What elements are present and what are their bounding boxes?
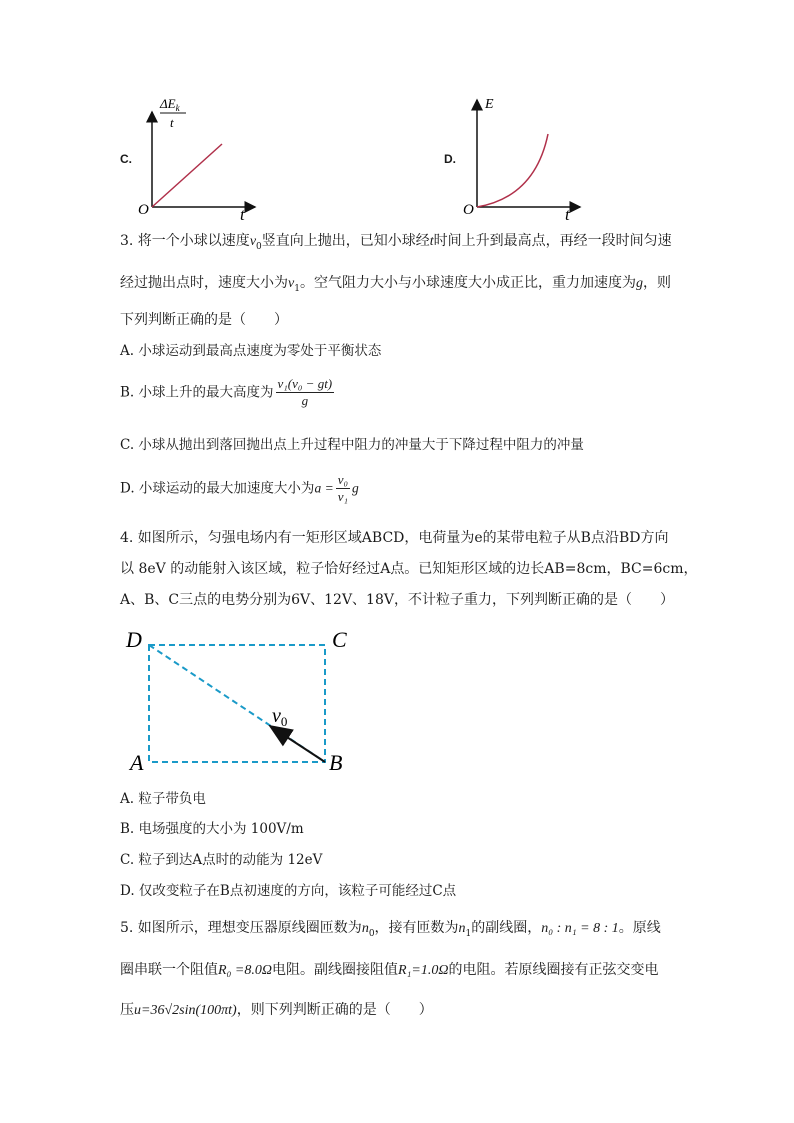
- corner-d: D: [126, 627, 142, 652]
- corner-b: B: [329, 750, 343, 775]
- q3-option-b: B. 小球上升的最大高度为 $\frac{\text{v₁(v₀ − gt)}}{g}$: [120, 376, 333, 408]
- graph-d-y-label: E: [485, 97, 494, 112]
- graph-d-origin: O: [463, 202, 474, 218]
- q3-line-3: 下列判断正确的是（ ）: [120, 312, 288, 328]
- graph-c-line: [152, 144, 222, 207]
- graph-c-origin: O: [138, 202, 149, 218]
- option-d-label: D.: [444, 152, 456, 166]
- q5-line-1: 5. 如图所示，理想变压器原线圈匝数为$n_0$，接有匝数为$n_1$的副线圈，n₀ : n₁ = 8 : 1。原线: [120, 920, 661, 939]
- graph-d: [455, 92, 585, 222]
- q4-option-b: B. 电场强度的大小为 100V/m: [120, 821, 304, 837]
- graph-c-y-label: $\Delta E_k$: [160, 96, 180, 113]
- corner-c: C: [332, 627, 347, 652]
- velocity-arrow: [270, 726, 325, 762]
- q4-option-a: A. 粒子带负电: [120, 791, 206, 807]
- q4-line-1: 4. 如图所示，匀强电场内有一矩形区域ABCD，电荷量为e的某带电粒子从B点沿BD方向: [120, 530, 669, 546]
- q5-line-2: 圈串联一个阻值R₀ =8.0Ω电阻。副线圈接阻值R₁=1.0Ω的电阻。若原线圈接有正弦交变电: [120, 962, 659, 978]
- graph-c-x-label: t: [240, 205, 245, 222]
- q4-rectangle-diagram: [120, 620, 360, 780]
- graph-d-curve: [477, 134, 548, 207]
- q3-option-c: C. 小球从抛出到落回抛出点上升过程中阻力的冲量大于下降过程中阻力的冲量: [120, 437, 584, 453]
- q3-line-2: 经过抛出点时，速度大小为$v_1$。空气阻力大小与小球速度大小成正比，重力加速度为g，则: [120, 275, 671, 294]
- q3-option-a: A. 小球运动到最高点速度为零处于平衡状态: [120, 343, 382, 359]
- q4-option-d: D. 仅改变粒子在B点初速度的方向，该粒子可能经过C点: [120, 883, 457, 899]
- graph-d-x-label: t: [565, 205, 570, 222]
- q3-line-1: 3. 将一个小球以速度$v_0$竖直向上抛出，已知小球经t时间上升到最高点，再经一段时间匀速: [120, 233, 672, 252]
- q3-option-d: D. 小球运动的最大加速度大小为a = $\frac{\text{v₀}}{\text{v₁}}$ g: [120, 472, 359, 504]
- q4-line-2: 以 8eV 的动能射入该区域，粒子恰好经过A点。已知矩形区域的边长AB=8cm，BC=6cm，: [120, 561, 698, 577]
- corner-a: A: [130, 750, 144, 775]
- q5-line-3: 压u=36√2sin(100πt)，则下列判断正确的是（ ）: [120, 1002, 433, 1018]
- graph-c: [130, 92, 260, 222]
- option-c-label: C.: [120, 152, 132, 166]
- q4-line-3: A、B、C三点的电势分别为6V、12V、18V，不计粒子重力，下列判断正确的是（ ）: [120, 592, 674, 608]
- q4-option-c: C. 粒子到达A点时的动能为 12eV: [120, 852, 323, 868]
- velocity-label: $v_0$: [272, 705, 288, 729]
- graph-c-y-den: t: [170, 115, 174, 130]
